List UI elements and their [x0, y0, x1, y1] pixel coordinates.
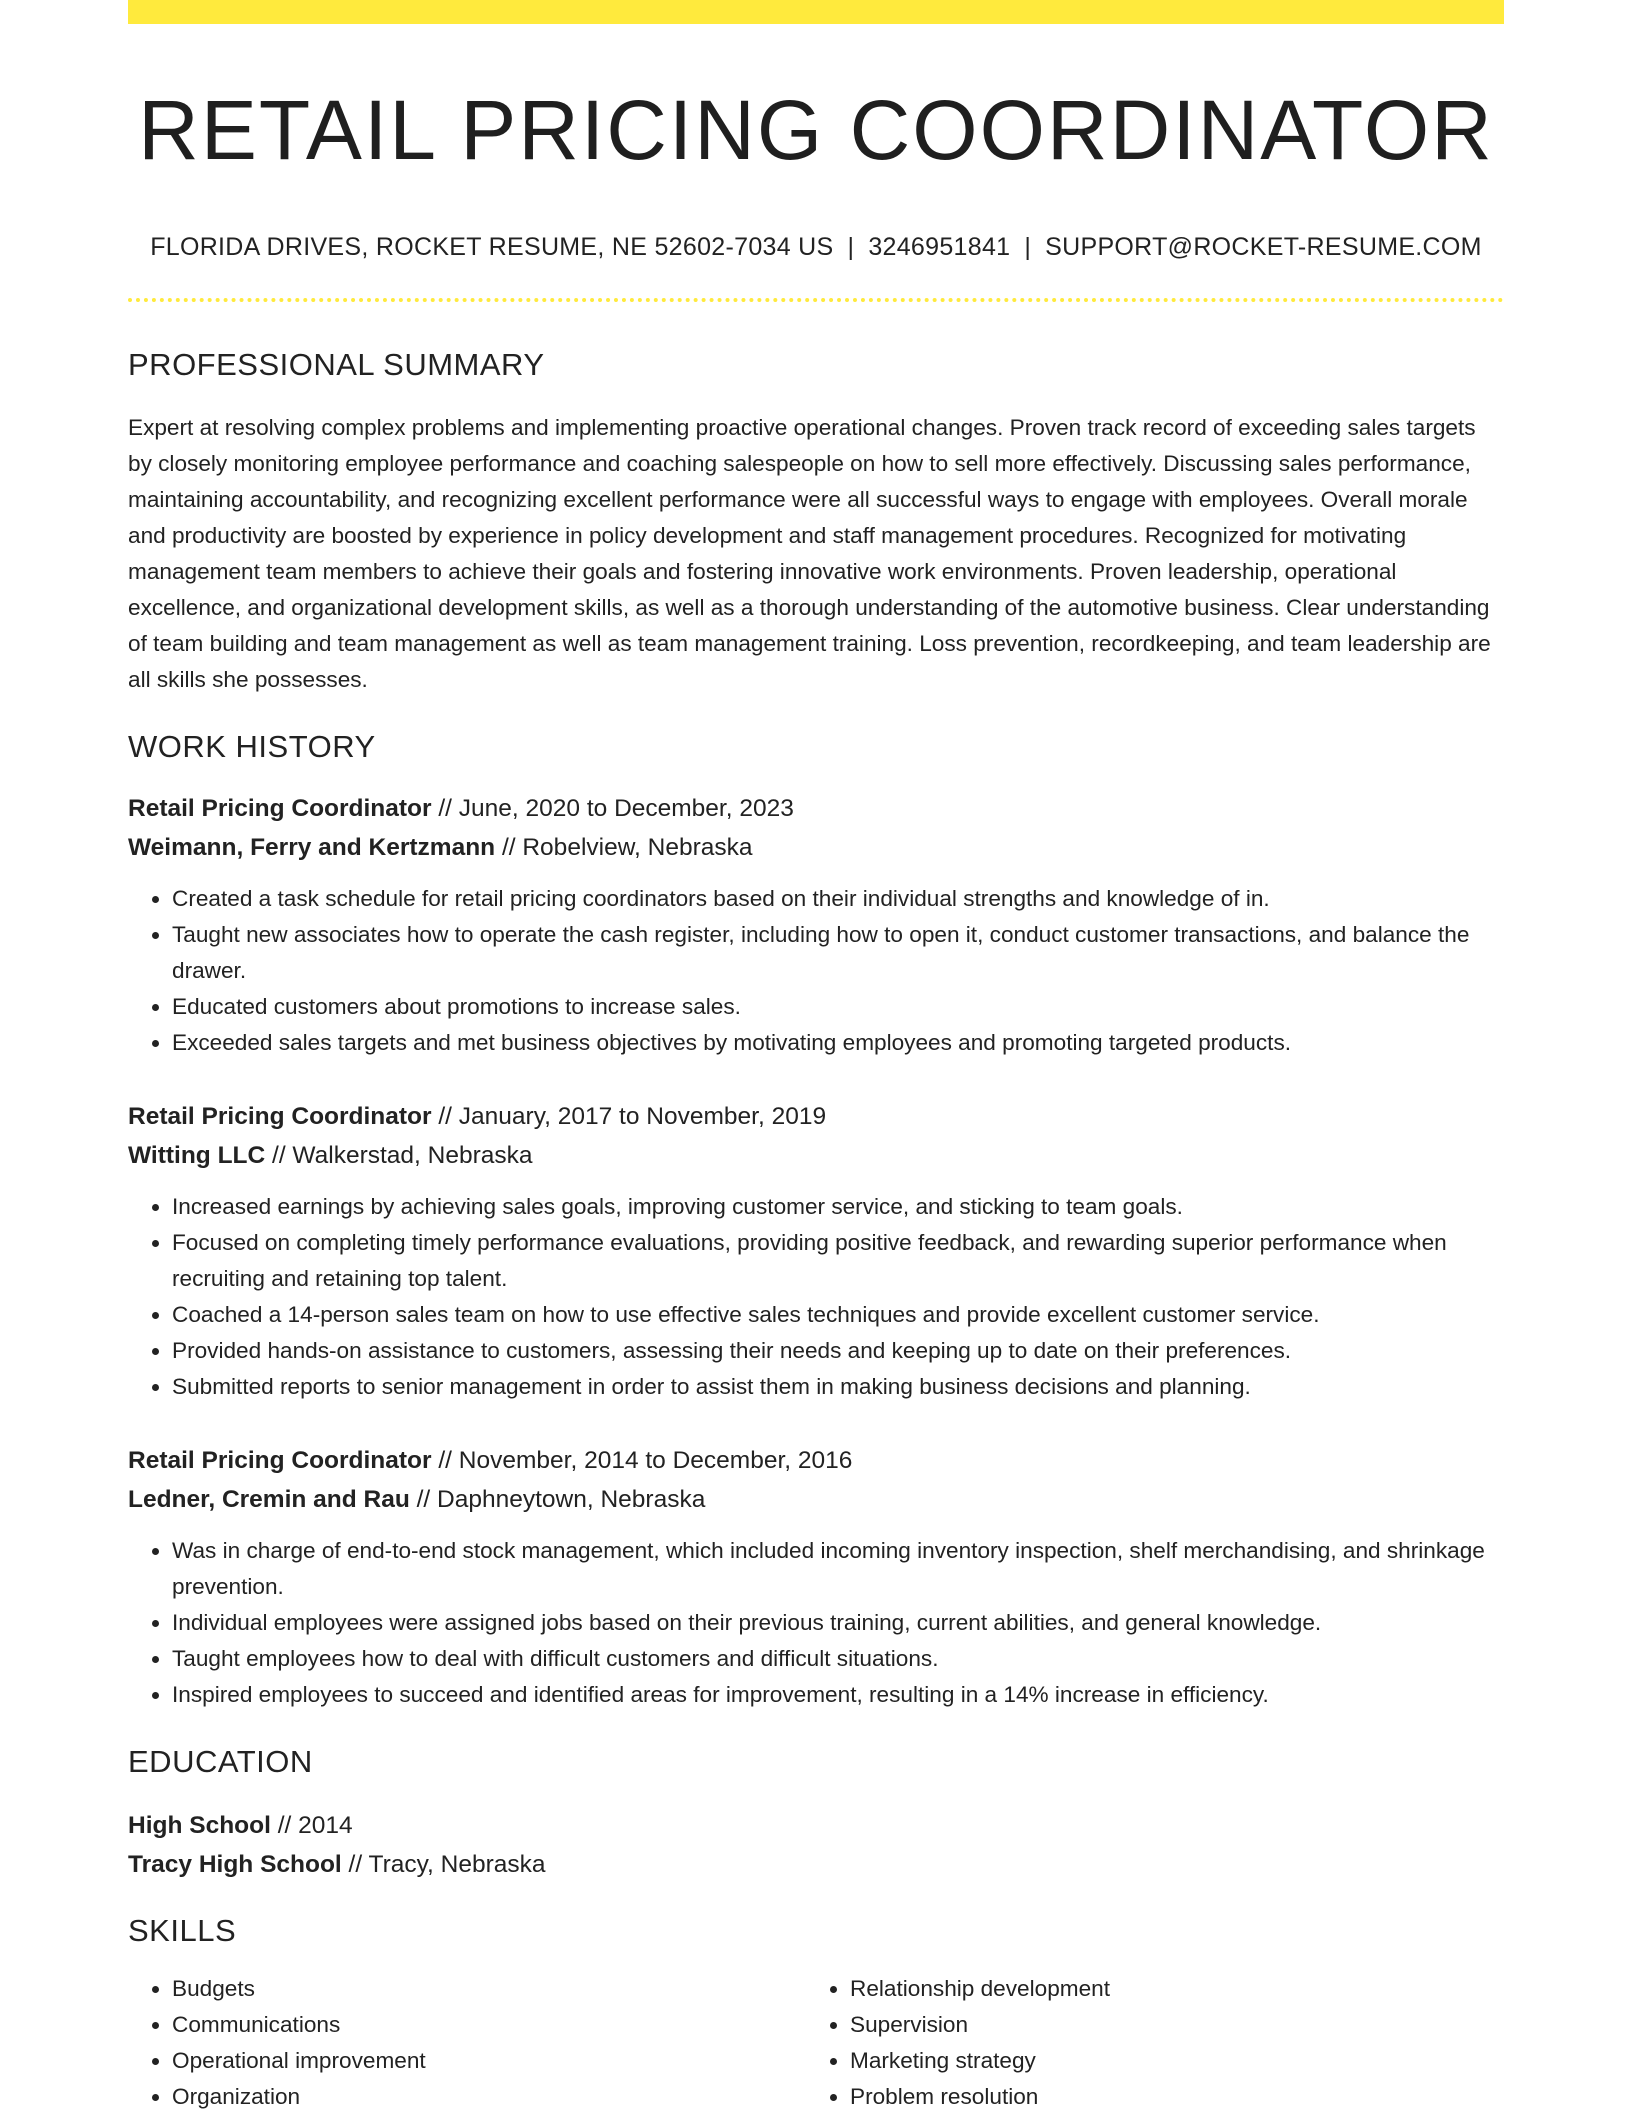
job-role: Retail Pricing Coordinator [128, 794, 432, 822]
skills-grid [128, 1971, 1504, 2115]
education-school: Tracy High School [128, 1850, 342, 1878]
list-item: • Was in charge of end-to-end stock management, which included incoming inventory inspection, shelf merchandising, and shrinkage prevention. [172, 1533, 1504, 1605]
list-item: • Educated customers about promotions to increase sales. [172, 989, 1504, 1025]
job-title-line [128, 1097, 1504, 1136]
list-item: • Taught new associates how to operate the cash register, including how to open it, conduct customer transactions, and balance the drawer. [172, 917, 1504, 989]
list-item: • Provided hands-on assistance to customers, assessing their needs and keeping up to date on their preferences. [172, 1333, 1504, 1369]
education-heading: EDUCATION [128, 1743, 313, 1779]
job-company: Witting LLC [128, 1141, 266, 1169]
contact-separator: | [1024, 233, 1032, 262]
job-dates: // January, 2017 to November, 2019 [431, 1102, 827, 1130]
job-company: Ledner, Cremin and Rau [128, 1485, 410, 1513]
list-item: • Operational improvement [172, 2043, 806, 2079]
contact-separator: | [847, 233, 855, 262]
list-item: • Inspired employees to succeed and identified areas for improvement, resulting in a 14% increase in efficiency. [172, 1677, 1504, 1713]
list-item: • Relationship development [850, 1971, 1484, 2007]
list-item: • Focused on completing timely performance evaluations, providing positive feedback, and rewarding superior performance when recruiting and retaining top talent. [172, 1225, 1504, 1297]
education-degree-line [128, 1806, 1504, 1845]
resume-title: RETAIL PRICING COORDINATOR [138, 83, 1494, 177]
list-item: • Problem resolution [850, 2079, 1484, 2115]
job-title-line [128, 1441, 1504, 1480]
list-item: • Marketing strategy [850, 2043, 1484, 2079]
list-item: • Increased earnings by achieving sales goals, improving customer service, and sticking to team goals. [172, 1189, 1504, 1225]
job-company: Weimann, Ferry and Kertzmann [128, 833, 496, 861]
job-role: Retail Pricing Coordinator [128, 1446, 432, 1474]
job-entry [128, 1097, 1504, 1405]
job-location: // Daphneytown, Nebraska [409, 1485, 706, 1513]
job-company-line [128, 1480, 1504, 1519]
list-item: • Created a task schedule for retail pricing coordinators based on their individual strengths and knowledge of in. [172, 881, 1504, 917]
job-company-line [128, 828, 1504, 867]
top-accent-bar [128, 0, 1504, 24]
contact-line [128, 232, 1504, 262]
job-entry [128, 1441, 1504, 1713]
dotted-divider [128, 298, 1504, 302]
summary-text: Expert at resolving complex problems and implementing proactive operational changes. Proven track record of exceeding sales targets by closely monitoring employee performance and coaching salespeople on how to sell more effectively. Discussing sales performance, maintaining accountability, and recognizing excellent performance were all successful ways to engage with employees. Overall morale and productivity are boosted by experience in policy development and staff management procedures. Recognized for motivating management team members to achieve their goals and fostering innovative work environments. Proven leadership, operational excellence, and organizational development skills, as well as a thorough understanding of the automotive business. Clear understanding of team building and team management as well as team management training. Loss prevention, recordkeeping, and team leadership are all skills she possesses. [128, 414, 1491, 692]
list-item: • Exceeded sales targets and met business objectives by motivating employees and promoting targeted products. [172, 1025, 1504, 1061]
skills-left-column [128, 1971, 806, 2115]
job-bullets [128, 1189, 1504, 1405]
job-entry [128, 789, 1504, 1061]
list-item: • Organization [172, 2079, 806, 2115]
job-dates: // November, 2014 to December, 2016 [431, 1446, 853, 1474]
job-location: // Walkerstad, Nebraska [265, 1141, 533, 1169]
job-company-line [128, 1136, 1504, 1175]
contact-email: SUPPORT@ROCKET-RESUME.COM [1045, 233, 1482, 262]
job-title-line [128, 789, 1504, 828]
skills-heading: SKILLS [128, 1912, 237, 1948]
list-item: • Coached a 14-person sales team on how to use effective sales techniques and provide excellent customer service. [172, 1297, 1504, 1333]
list-item: • Individual employees were assigned jobs based on their previous training, current abilities, and general knowledge. [172, 1605, 1504, 1641]
contact-phone: 3246951841 [868, 233, 1011, 262]
job-location: // Robelview, Nebraska [495, 833, 753, 861]
list-item: • Communications [172, 2007, 806, 2043]
education-entry [128, 1806, 1504, 1884]
list-item: • Budgets [172, 1971, 806, 2007]
education-location: // Tracy, Nebraska [341, 1850, 546, 1878]
job-dates: // June, 2020 to December, 2023 [431, 794, 794, 822]
skills-right-column [806, 1971, 1484, 2115]
contact-address: FLORIDA DRIVES, ROCKET RESUME, NE 52602-7034 US [150, 233, 834, 262]
list-item: • Supervision [850, 2007, 1484, 2043]
list-item: • Taught employees how to deal with difficult customers and difficult situations. [172, 1641, 1504, 1677]
job-bullets [128, 1533, 1504, 1713]
job-bullets [128, 881, 1504, 1061]
job-role: Retail Pricing Coordinator [128, 1102, 432, 1130]
education-degree: High School [128, 1811, 271, 1839]
education-school-line [128, 1845, 1504, 1884]
work-history-heading: WORK HISTORY [128, 728, 376, 764]
resume-page [128, 0, 1504, 2115]
list-item: • Submitted reports to senior management in order to assist them in making business decisions and planning. [172, 1369, 1504, 1405]
summary-heading: PROFESSIONAL SUMMARY [128, 347, 545, 383]
education-year: // 2014 [270, 1811, 353, 1839]
